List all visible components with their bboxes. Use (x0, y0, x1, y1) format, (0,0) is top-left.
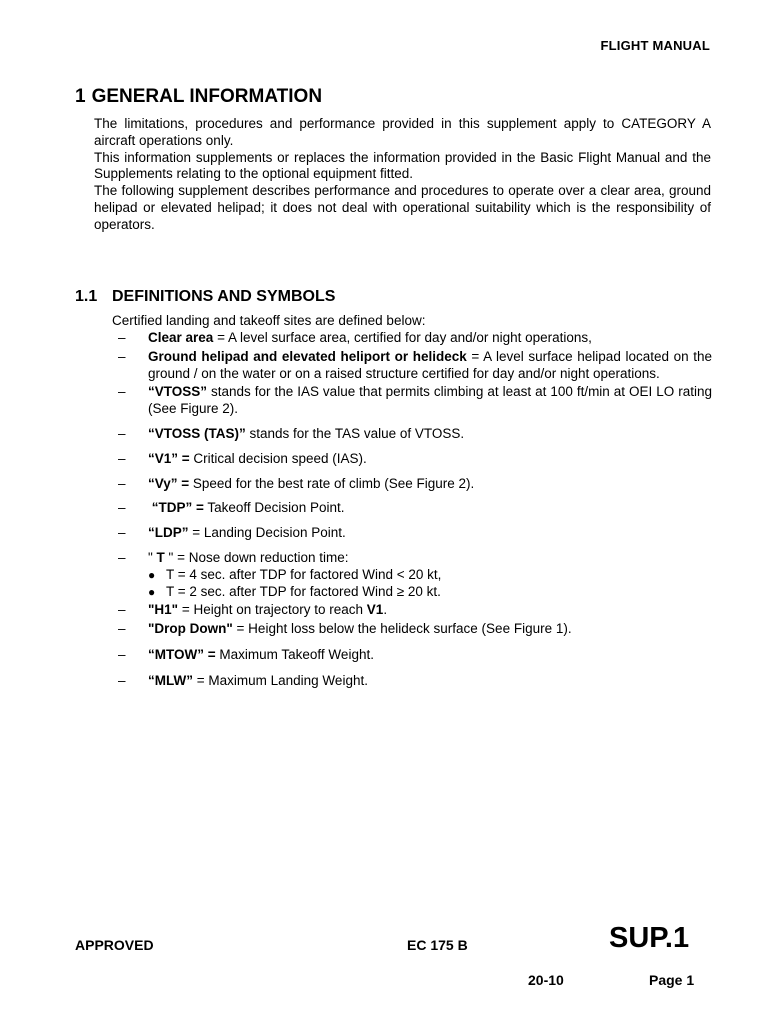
definition-text: Critical decision speed (IAS). (189, 450, 367, 466)
definition-item (112, 476, 712, 493)
definition-term: “Vy” = (148, 475, 190, 491)
dash-marker: – (118, 500, 126, 516)
intro-text (94, 116, 711, 234)
definition-term: “VTOSS” (148, 384, 208, 400)
definition-term: "Drop Down" (148, 621, 233, 637)
dash-marker: – (118, 425, 126, 441)
section-title: GENERAL INFORMATION (91, 86, 323, 107)
definition-item (112, 500, 712, 517)
dash-marker: – (118, 475, 126, 491)
bullet-icon: ● (148, 584, 156, 599)
definition-item (112, 525, 712, 542)
dash-marker: – (118, 646, 126, 662)
definition-term: Clear area (148, 330, 214, 345)
definition-item (112, 647, 712, 664)
definition-item (112, 673, 712, 690)
subsection-number: 1.1 (75, 288, 98, 305)
definition-term: “V1” = (148, 450, 190, 466)
definition-term: “MTOW” = (148, 646, 216, 662)
intro-paragraph: The following supplement describes performance and procedures to operate over a clear area, ground helipad or elevated helipad; it does not deal with operational suitability which is the responsibility of operators. (94, 183, 711, 232)
definition-text: = Height on trajectory to reach (178, 602, 367, 618)
dash-marker: – (118, 348, 126, 364)
definitions-list (112, 328, 712, 690)
definition-text: Maximum Takeoff Weight. (215, 646, 374, 662)
bullet-text: T = 4 sec. after TDP for factored Wind < 20 kt, (166, 566, 442, 582)
definition-item (112, 384, 712, 418)
footer-revision: 20-10 (528, 972, 564, 988)
bullet-list (148, 567, 712, 601)
definition-term: “LDP” (148, 525, 189, 541)
footer-supplement: SUP.1 (609, 922, 690, 954)
definition-term: "H1" (148, 602, 179, 618)
definition-prefix: " (148, 549, 157, 565)
dash-marker: – (118, 621, 126, 637)
section-heading (75, 86, 322, 108)
definition-text: " = Nose down reduction time: (164, 549, 349, 565)
definition-item (112, 550, 712, 600)
definition-item (112, 602, 712, 619)
dash-marker: – (118, 525, 126, 541)
definition-text: Speed for the best rate of climb (See Figure 2). (189, 475, 475, 491)
definitions-intro: Certified landing and takeoff sites are defined below: (112, 313, 426, 328)
footer-approved: APPROVED (75, 937, 154, 953)
definition-term: Ground helipad and elevated heliport or helideck (148, 348, 467, 364)
definition-item (112, 451, 712, 468)
bullet-icon: ● (148, 567, 156, 582)
definition-text: = Maximum Landing Weight. (193, 672, 368, 688)
bullet-item (148, 567, 712, 584)
definition-text: stands for the IAS value that permits climbing at least at 100 ft/min at OEI LO rating (See Figure 2). (148, 384, 712, 417)
subsection-title: DEFINITIONS AND SYMBOLS (112, 288, 336, 305)
dash-marker: – (118, 602, 126, 618)
definition-term-secondary: V1 (366, 602, 384, 618)
footer-page-number: Page 1 (649, 972, 695, 988)
definition-text: Takeoff Decision Point. (203, 500, 345, 516)
dash-marker: – (118, 450, 126, 466)
definition-text: = A level surface area, certified for day and/or night operations, (213, 330, 592, 345)
section-number: 1 (75, 86, 86, 107)
footer-model: EC 175 B (407, 937, 468, 953)
definition-text: = Landing Decision Point. (188, 525, 346, 541)
definition-term: “MLW” (148, 672, 193, 688)
definition-item (112, 426, 712, 443)
dash-marker: – (118, 549, 126, 565)
definition-text: stands for the TAS value of VTOSS. (245, 425, 465, 441)
definition-term: “TDP” = (148, 500, 204, 516)
definition-text: = Height loss below the helideck surface (See Figure 1). (232, 621, 572, 637)
bullet-item (148, 584, 712, 601)
definition-item (112, 621, 712, 638)
intro-paragraph: This information supplements or replaces the information provided in the Basic Flight Manual and the Supplements relating to the optional equipment fitted. (94, 149, 711, 182)
definition-term: T (156, 549, 165, 565)
definition-text-end: . (383, 602, 388, 618)
header-title: FLIGHT MANUAL (600, 38, 710, 53)
intro-paragraph: The limitations, procedures and performance provided in this supplement apply to CATEGORY A aircraft operations only. (94, 116, 711, 148)
definition-term: “VTOSS (TAS)” (148, 425, 246, 441)
bullet-text: T = 2 sec. after TDP for factored Wind ≥ 20 kt. (166, 583, 441, 599)
definition-item (112, 330, 712, 347)
definition-text: = A level surface helipad located on the ground / on the water or on a raised structure certified for day and/or night operations. (148, 348, 712, 381)
definition-item (112, 349, 712, 383)
dash-marker: – (118, 672, 126, 688)
dash-marker: – (118, 384, 126, 400)
dash-marker: – (118, 330, 126, 345)
subsection-heading (75, 288, 335, 306)
